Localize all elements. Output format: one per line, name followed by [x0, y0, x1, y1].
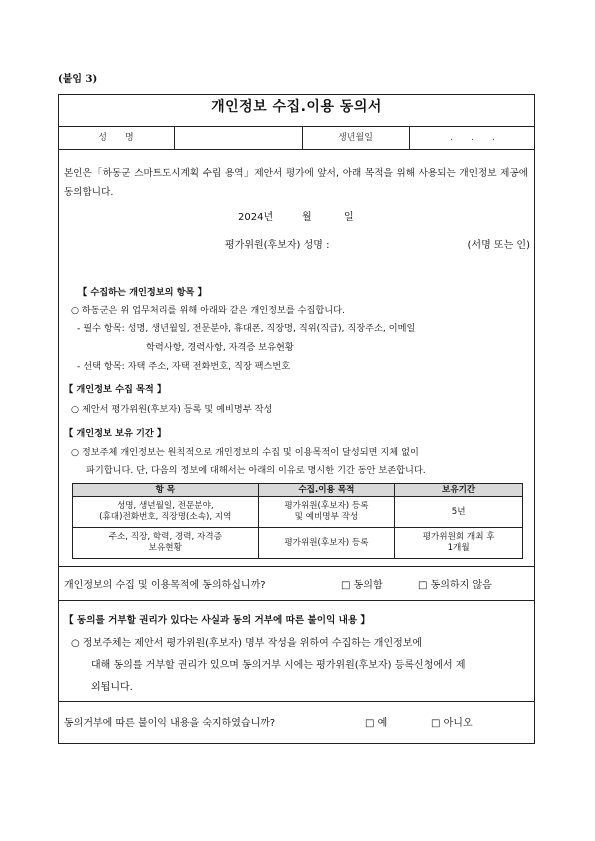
- table-cell: [73, 497, 259, 528]
- required-items-cont: 학력사항, 경력사항, 자격증 보유현황: [146, 342, 294, 353]
- table-header: 항 목: [73, 484, 259, 497]
- divider: [58, 149, 535, 150]
- signature-label: 평가위원(후보자) 성명 :: [225, 240, 330, 251]
- date-year: 2024년: [238, 212, 274, 223]
- cell-line: 평가위원회 개최 후: [422, 532, 495, 542]
- divider: [58, 701, 535, 702]
- cell-line: 성명, 생년월일, 전문분야,: [116, 501, 214, 511]
- consent-statement: 본인은「하동군 스마트도시계획 수립 용역」제안서 평가에 앞서, 아래 목적을 위해 사용되는 개인정보 제공에 동의합니다.: [64, 168, 528, 198]
- retention-heading: 【 개인정보 보유 기간 】: [64, 428, 167, 439]
- date-day: 일: [344, 212, 354, 223]
- refusal-heading: 【 동의를 거부할 권리가 있다는 사실과 동의 거부에 따른 불이익 내용 】: [64, 615, 371, 626]
- disagree-checkbox[interactable]: □ 동의하지 않음: [418, 580, 492, 591]
- table-cell: [258, 497, 395, 528]
- agree-checkbox[interactable]: □ 동의함: [341, 580, 383, 591]
- cell-line: 및 예비명부 작성: [294, 512, 359, 522]
- divider: [58, 566, 535, 567]
- table-cell: [73, 528, 259, 559]
- consent-question: 개인정보의 수집 및 이용목적에 동의하십니까?: [64, 580, 266, 591]
- birth-label: 생년월일: [338, 133, 373, 143]
- attachment-label: (붙임 3): [58, 74, 98, 85]
- retention-text: ○ 정보주체 개인정보는 원칙적으로 개인정보의 수집 및 이용목적이 달성되면 지체 없이: [71, 447, 419, 458]
- form-title: 개인정보 수집.이용 동의서: [211, 99, 382, 115]
- cell-line: 평가위원(후보자) 등록: [284, 537, 369, 548]
- cell-line: 주소, 직장, 학력, 경력, 자격증: [108, 532, 222, 542]
- retention-table: [72, 483, 523, 559]
- optional-items: - 선택 항목: 자택 주소, 자택 전화번호, 직장 팩스번호: [77, 361, 291, 372]
- acknowledge-question: 동의거부에 따른 불이익 내용을 숙지하였습니까?: [64, 718, 276, 729]
- cell-line: 보유현황: [148, 543, 182, 553]
- table-header: 보유기간: [395, 484, 523, 497]
- table-row: [73, 497, 523, 528]
- table-cell: [258, 528, 395, 559]
- refusal-text-end: 외됩니다.: [91, 682, 133, 693]
- table-header: 수집.이용 목적: [258, 484, 395, 497]
- collect-heading: 【 수집하는 개인정보의 항목 】: [78, 287, 207, 298]
- cell-line: 평가위원(후보자) 등록: [284, 501, 369, 511]
- cell-line: 5년: [451, 506, 466, 517]
- table-cell: [395, 497, 523, 528]
- divider: [58, 600, 535, 601]
- date-month: 월: [302, 212, 312, 223]
- table-row: [73, 528, 523, 559]
- purpose-text: ○ 제안서 평가위원(후보자) 등록 및 예비명부 작성: [71, 404, 273, 415]
- refusal-text-cont: 대해 동의를 거부할 권리가 있으며 동의거부 시에는 평가위원(후보자) 등록신청에서 제: [91, 660, 466, 671]
- cell-line: (휴대)전화번호, 직장명(소속), 지역: [99, 512, 232, 522]
- purpose-heading: 【 개인정보 수집 목적 】: [64, 384, 167, 395]
- collect-intro: ○ 하동군은 위 업무처리를 위해 아래와 같은 개인정보를 수집합니다.: [71, 305, 345, 316]
- table-header-row: [73, 484, 523, 497]
- signature-note: (서명 또는 인): [467, 240, 530, 251]
- table-cell: [395, 528, 523, 559]
- yes-checkbox[interactable]: □ 예: [365, 718, 388, 729]
- required-items: - 필수 항목: 성명, 생년월일, 전문분야, 휴대폰, 직장명, 직위(직급), 직장주소, 이메일: [77, 323, 416, 334]
- refusal-text: ○ 정보주체는 제안서 평가위원(후보자) 명부 작성을 위하여 수집하는 개인정보에: [71, 638, 423, 649]
- cell-line: 1개월: [447, 543, 470, 553]
- name-label: 성 명: [98, 133, 134, 143]
- retention-text-cont: 파기합니다. 단, 다음의 정보에 대해서는 아래의 이유로 명시한 기간 동안 보존합니다.: [86, 465, 426, 476]
- no-checkbox[interactable]: □ 아니오: [431, 718, 473, 729]
- name-field[interactable]: [175, 127, 302, 149]
- birth-field[interactable]: . . .: [450, 133, 495, 143]
